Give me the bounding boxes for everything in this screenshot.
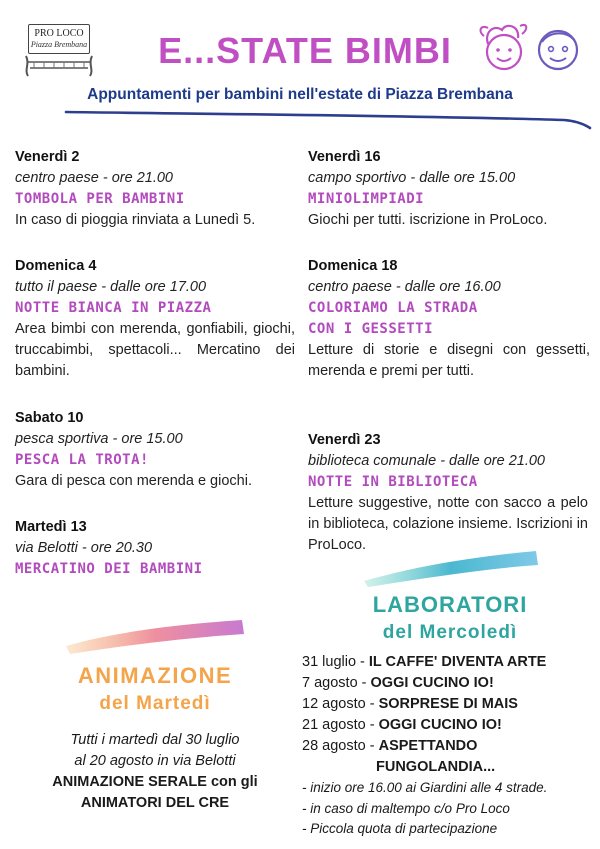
event-venerdi-23 [308, 430, 588, 556]
event-day: Sabato 10 [15, 410, 84, 426]
animazione-highlight-line2: ANIMATORI DEL CRE [80, 795, 230, 811]
event-place: pesca sportiva - ore 15.00 [15, 431, 183, 447]
bench-icon [22, 54, 96, 78]
event-domenica-18 [308, 256, 590, 382]
event-day: Domenica 4 [15, 258, 97, 274]
animazione-highlight-line1: ANIMAZIONE SERALE con gli [52, 774, 258, 790]
lab-date: 12 agosto [302, 696, 366, 712]
list-item: 7 agosto - OGGI CUCINO IO! [302, 675, 494, 691]
page-title: E...STATE BIMBI [158, 30, 452, 71]
laboratori-notes [302, 778, 592, 840]
lab-title: SORPRESE DI MAIS [378, 696, 518, 712]
animazione-body [20, 730, 290, 814]
event-day: Venerdì 23 [308, 432, 381, 448]
event-venerdi-16 [308, 147, 593, 231]
lab-date: 28 agosto [302, 738, 366, 754]
event-martedi-13 [15, 517, 290, 580]
lab-title: IL CAFFE' DIVENTA ARTE [368, 654, 547, 670]
event-place: tutto il paese - dalle ore 17.00 [15, 279, 207, 295]
list-item: 28 agosto - ASPETTANDO [302, 738, 478, 754]
list-item-continuation [302, 757, 592, 778]
girl-face-icon [481, 25, 527, 69]
lab-note: - in caso di maltempo c/o Pro Loco [302, 800, 510, 816]
event-title: NOTTE IN BIBLIOTECA [308, 474, 478, 490]
event-description: Letture suggestive, notte con sacco a pelo in biblioteca, colazione insieme. Iscrizioni in ProLoco. [308, 495, 588, 553]
laboratori-title: LABORATORI [372, 592, 528, 617]
event-day: Domenica 18 [308, 258, 398, 274]
event-title: TOMBOLA PER BAMBINI [15, 191, 185, 207]
animazione-title: ANIMAZIONE [77, 663, 233, 688]
animazione-period-line2: al 20 agosto in via Belotti [74, 753, 236, 769]
list-item: 21 agosto - OGGI CUCINO IO! [302, 717, 502, 733]
lab-title: OGGI CUCINO IO! [378, 717, 502, 733]
event-sabato-10 [15, 408, 290, 492]
lab-note: - inizio ore 16.00 ai Giardini alle 4 strade. [302, 780, 548, 795]
lab-date: 31 luglio [302, 654, 357, 670]
lab-title: ASPETTANDO [378, 738, 478, 754]
event-title: PESCA LA TROTA! [15, 452, 149, 468]
laboratori-brush-stroke [360, 545, 540, 590]
logo-subtitle: Piazza Brembana [30, 40, 88, 49]
lab-title-continuation: FUNGOLANDIA... [376, 759, 496, 775]
event-description: Letture di storie e disegni con gessetti, merenda e premi per tutti. [308, 342, 590, 379]
list-item: 12 agosto - SORPRESE DI MAIS [302, 696, 518, 712]
subtitle-underline [64, 108, 594, 130]
list-item: 31 luglio - IL CAFFE' DIVENTA ARTE [302, 654, 547, 670]
event-description: Gara di pesca con merenda e giochi. [15, 473, 252, 489]
animazione-subtitle: del Martedì [99, 693, 211, 714]
event-domenica-4 [15, 256, 295, 382]
event-description: In caso di pioggia rinviata a Lunedì 5. [15, 212, 256, 228]
event-title: NOTTE BIANCA IN PIAZZA [15, 300, 212, 316]
page-subtitle: Appuntamenti per bambini nell'estate di Piazza Brembana [87, 86, 513, 103]
event-day: Venerdì 2 [15, 149, 80, 165]
boy-face-icon [539, 31, 577, 69]
laboratori-subtitle: del Mercoledì [382, 622, 518, 643]
animazione-brush-stroke [62, 612, 247, 657]
event-title: COLORIAMO LA STRADA CON I GESSETTI [308, 300, 478, 337]
event-place: centro paese - dalle ore 16.00 [308, 279, 501, 295]
children-faces-icon [476, 18, 586, 78]
logo-sign [28, 24, 90, 54]
lab-date: 21 agosto [302, 717, 366, 733]
lab-note: - Piccola quota di partecipazione [302, 821, 498, 836]
event-description: Area bimbi con merenda, gonfiabili, giochi, truccabimbi, spettacoli... Mercatino dei bambini. [15, 321, 295, 379]
event-place: campo sportivo - dalle ore 15.00 [308, 170, 516, 186]
event-description: Giochi per tutti. iscrizione in ProLoco. [308, 212, 548, 228]
lab-title: OGGI CUCINO IO! [370, 675, 494, 691]
event-venerdi-2 [15, 147, 285, 231]
event-day: Martedì 13 [15, 519, 87, 535]
laboratori-list [302, 652, 592, 778]
logo-title: PRO LOCO [34, 28, 84, 39]
proloco-logo [20, 20, 98, 80]
event-day: Venerdì 16 [308, 149, 381, 165]
lab-date: 7 agosto [302, 675, 358, 691]
event-place: centro paese - ore 21.00 [15, 170, 173, 186]
event-title: MERCATINO DEI BAMBINI [15, 561, 203, 577]
animazione-period-line1: Tutti i martedì dal 30 luglio [70, 732, 240, 748]
event-place: via Belotti - ore 20.30 [15, 540, 153, 556]
event-title: MINIOLIMPIADI [308, 191, 425, 207]
event-place: biblioteca comunale - dalle ore 21.00 [308, 453, 545, 469]
